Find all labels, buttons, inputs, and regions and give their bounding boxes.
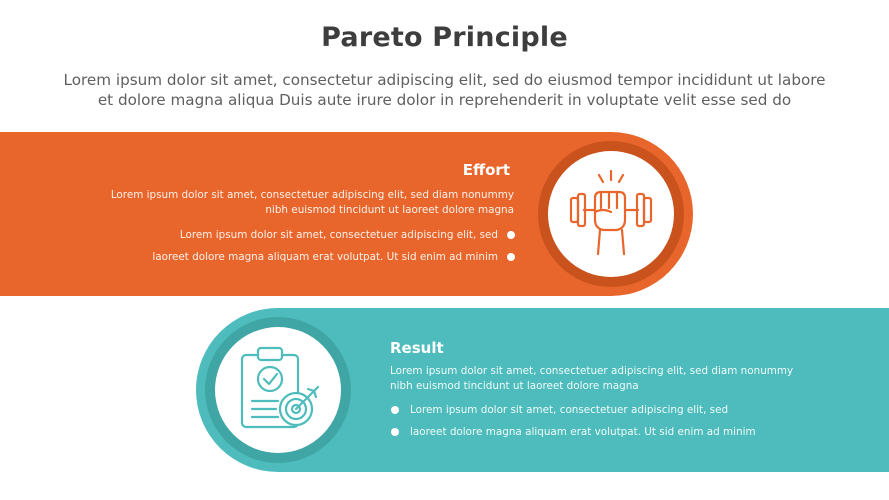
result-bullet-text: laoreet dolore magna aliquam erat volutpat. Ut sid enim ad minim — [410, 426, 756, 438]
dumbbell-fist-icon — [568, 168, 654, 258]
effort-bullet-text: Lorem ipsum dolor sit amet, consectetuer adipiscing elit, sed — [179, 229, 498, 241]
bullet-dot-icon — [507, 231, 515, 239]
result-bullet-text: Lorem ipsum dolor sit amet, consectetuer adipiscing elit, sed — [410, 404, 729, 416]
clipboard-target-icon — [234, 343, 326, 435]
bullet-dot-icon — [507, 253, 515, 261]
result-bullet-item — [391, 404, 728, 416]
page-subtitle — [40, 70, 849, 110]
result-bullet-item — [391, 426, 756, 438]
page-title: Pareto Principle — [321, 22, 568, 53]
result-description — [390, 364, 810, 394]
effort-bullet-text: laoreet dolore magna aliquam erat volutpat. Ut sid enim ad minim — [152, 251, 498, 263]
result-desc-line: nibh euismod tincidunt ut laoreet dolore magna — [390, 380, 639, 392]
effort-heading: Effort — [462, 161, 510, 179]
bullet-dot-icon — [391, 428, 399, 436]
bullet-dot-icon — [391, 406, 399, 414]
result-heading: Result — [390, 339, 444, 357]
result-desc-line: Lorem ipsum dolor sit amet, consectetuer adipiscing elit, sed diam nonummy — [390, 365, 794, 377]
subtitle-line: et dolore magna aliqua Duis aute irure dolor in reprehenderit in voluptate velit esse sed do — [97, 91, 792, 109]
subtitle-line: Lorem ipsum dolor sit amet, consectetur adipiscing elit, sed do eiusmod tempor incididunt ut labore — [63, 71, 826, 89]
effort-desc-line: nibh euismod tincidunt ut laoreet dolore magna — [265, 204, 514, 216]
effort-bullet-item — [152, 251, 515, 263]
effort-description — [94, 188, 514, 218]
effort-desc-line: Lorem ipsum dolor sit amet, consectetuer adipiscing elit, sed diam nonummy — [110, 189, 514, 201]
effort-bullet-item — [180, 229, 515, 241]
